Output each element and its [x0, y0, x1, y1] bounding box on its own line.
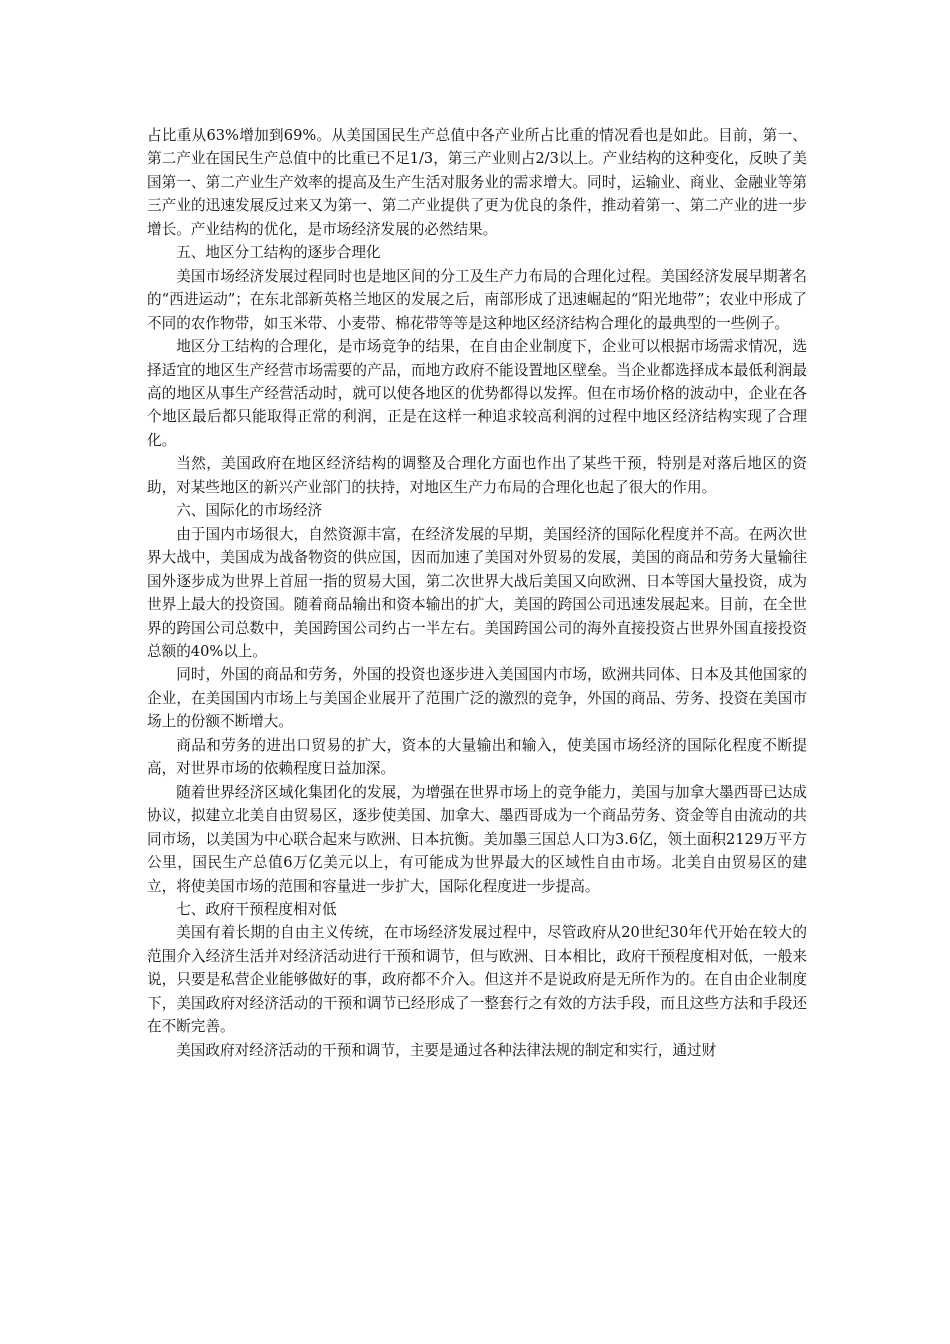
- document-body: [147, 124, 807, 1062]
- paragraph-foreign-entry: 同时，外国的商品和劳务，外国的投资也逐步进入美国国内市场，欧洲共同体、日本及其他国家的企业，在美国国内市场上与美国企业展开了范围广泛的激烈的竞争，外国的商品、劳务、投资在美国市场上的份额不断增大。: [147, 666, 807, 731]
- paragraph-industry-structure-continued: 占比重从63%增加到69%。从美国国民生产总值中各产业所占比重的情况看也是如此。目前，第一、第二产业在国民生产总值中的比重已不足1/3，第三产业则占2/3以上。产业结构的这种变化，反映了美国第一、第二产业生产效率的提高及生产生活对服务业的需求增大。同时，运输业、商业、金融业等第三产业的迅速发展反过来又为第一、第二产业提供了更为优良的条件，推动着第一、第二产业的进一步增长。产业结构的优化，是市场经济发展的必然结果。: [147, 127, 807, 238]
- section-heading-internationalization: 六、国际化的市场经济: [176, 502, 323, 520]
- paragraph-regional-competition: 地区分工结构的合理化，是市场竞争的结果，在自由企业制度下，企业可以根据市场需求情况，选择适宜的地区生产经营市场需要的产品，而地方政府不能设置地区壁垒。当企业都选择成本最低利润最高的地区从事生产经营活动时，就可以使各地区的优势都得以发挥。但在市场价格的波动中，企业在各个地区最后都只能取得正常的利润，正是在这样一种追求较高利润的过程中地区经济结构实现了合理化。: [147, 338, 807, 449]
- paragraph-regional-rationalization: 美国市场经济发展过程同时也是地区间的分工及生产力布局的合理化过程。美国经济发展早期著名的“西进运动”；在东北部新英格兰地区的发展之后，南部形成了迅速崛起的“阳光地带”；农业中形成了不同的农作物带，如玉米带、小麦带、棉花带等等是这种地区经济结构合理化的最典型的一些例子。: [147, 267, 807, 332]
- paragraph-internationalization-history: 由于国内市场很大，自然资源丰富，在经济发展的早期，美国经济的国际化程度并不高。在两次世界大战中，美国成为战备物资的供应国，因而加速了美国对外贸易的发展，美国的商品和劳务大量输往国外逐步成为世界上首屈一指的贸易大国，第二次世界大战后美国又向欧洲、日本等国大量投资，成为世界上最大的投资国。随着商品输出和资本输出的扩大，美国的跨国公司迅速发展起来。目前，在全世界的跨国公司总数中，美国跨国公司约占一半左右。美国跨国公司的海外直接投资占世界外国直接投资总额的40%以上。: [147, 525, 807, 660]
- section-heading-government-intervention: 七、政府干预程度相对低: [176, 900, 337, 918]
- paragraph-liberal-tradition: 美国有着长期的自由主义传统，在市场经济发展过程中，尽管政府从20世纪30年代开始在较大的范围介入经济生活并对经济活动进行干预和调节，但与欧洲、日本相比，政府干预程度相对低，一般来说，只要是私营企业能够做好的事，政府都不介入。但这并不是说政府是无所作为的。在自由企业制度下，美国政府对经济活动的干预和调节已经形成了一整套行之有效的方法手段，而且这些方法和手段还在不断完善。: [147, 924, 807, 1036]
- paragraph-nafta: 随着世界经济区域化集团化的发展，为增强在世界市场上的竞争能力，美国与加拿大墨西哥已达成协议，拟建立北美自由贸易区，逐步使美国、加拿大、墨西哥成为一个商品劳务、资金等自由流动的共同市场，以美国为中心联合起来与欧洲、日本抗衡。美加墨三国总人口为3.6亿，领土面积2129万平方公里，国民生产总值6万亿美元以上，有可能成为世界最大的区域性自由市场。北美自由贸易区的建立，将使美国市场的范围和容量进一步扩大，国际化程度进一步提高。: [147, 783, 807, 895]
- section-heading-regional-division: 五、地区分工结构的逐步合理化: [176, 244, 381, 262]
- paragraph-government-regional-intervention: 当然，美国政府在地区经济结构的调整及合理化方面也作出了某些干预，特别是对落后地区的资助，对某些地区的新兴产业部门的扶持，对地区生产力布局的合理化也起了很大的作用。: [147, 455, 807, 496]
- paragraph-trade-expansion: 商品和劳务的进出口贸易的扩大，资本的大量输出和输入，使美国市场经济的国际化程度不断提高，对世界市场的依赖程度日益加深。: [147, 736, 807, 778]
- paragraph-government-methods: 美国政府对经济活动的干预和调节，主要是通过各种法律法规的制定和实行，通过财: [176, 1041, 717, 1059]
